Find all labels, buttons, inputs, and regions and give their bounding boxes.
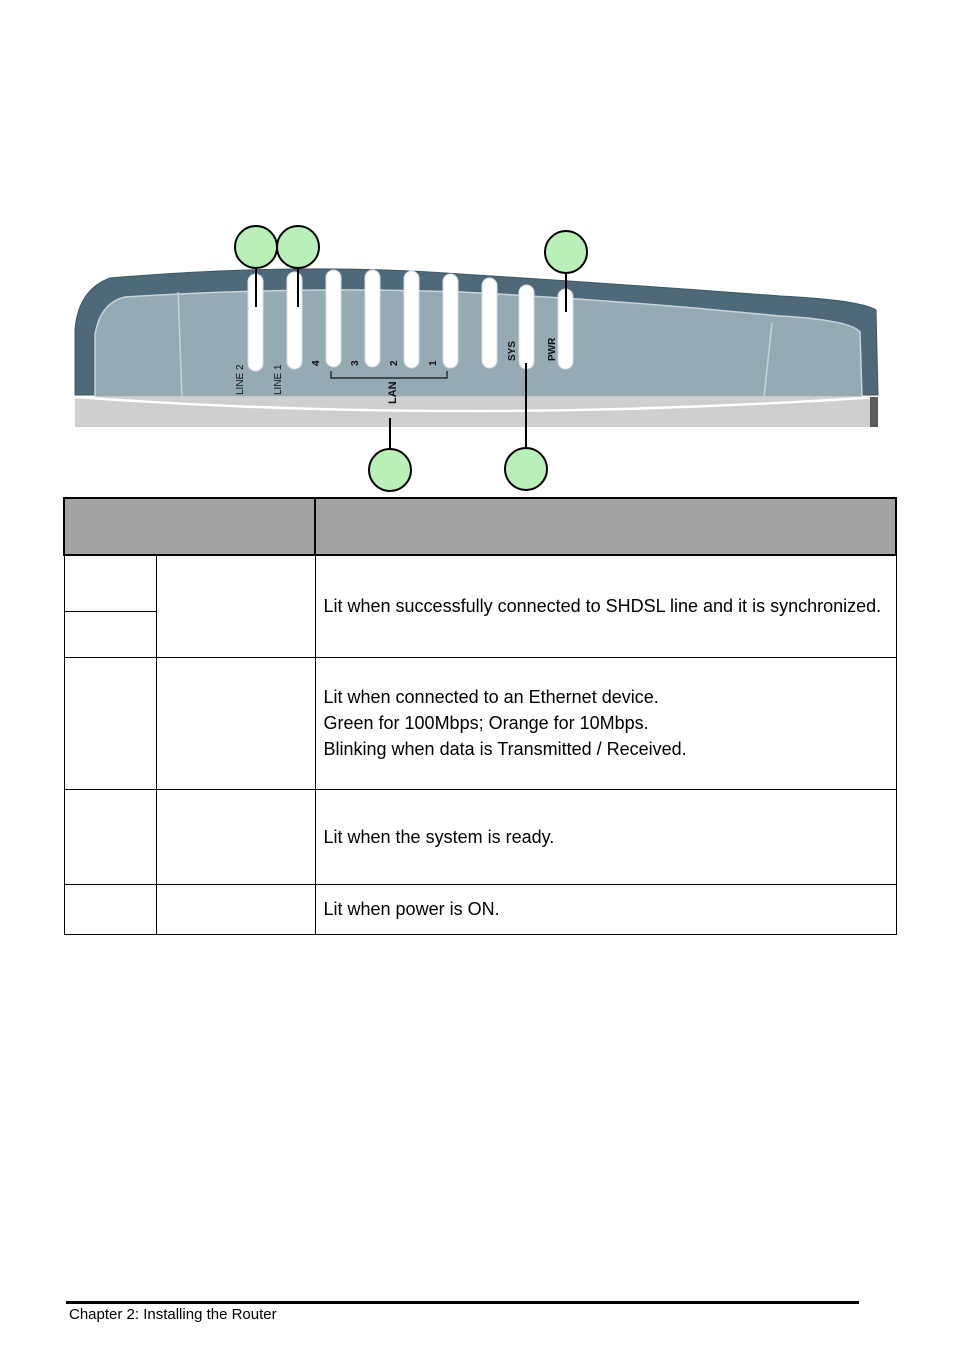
- label-line1: LINE 1: [273, 364, 284, 395]
- description-line: Blinking when data is Transmitted / Received.: [323, 739, 687, 759]
- led-sys: [519, 285, 534, 369]
- label-lan3: 3: [350, 360, 361, 366]
- description-cell: [315, 884, 896, 934]
- description-cell: [315, 789, 896, 884]
- callout-circle-sys: [505, 448, 547, 490]
- header-description-cell: [315, 498, 896, 555]
- table-row: [64, 884, 896, 934]
- led-status-cell: [156, 884, 315, 934]
- led-name-cell: [64, 555, 156, 611]
- description-cell: [315, 657, 896, 789]
- label-lan4: 4: [311, 360, 322, 366]
- led-status-cell: [156, 657, 315, 789]
- led-name-cell: [64, 789, 156, 884]
- led-lan4: [326, 270, 341, 367]
- table-row: [64, 555, 896, 611]
- description-line: Green for 100Mbps; Orange for 10Mbps.: [323, 713, 649, 733]
- led-status-cell: [156, 789, 315, 884]
- router-front-panel-figure: [0, 0, 954, 500]
- label-line2: LINE 2: [235, 364, 246, 395]
- callout-circle-line2: [235, 226, 277, 268]
- led-description-table: [63, 497, 897, 935]
- led-line1: [287, 272, 302, 369]
- label-lan2: 2: [389, 360, 400, 366]
- description-cell: [315, 555, 896, 657]
- led-name-cell: [64, 884, 156, 934]
- description-line: Lit when the system is ready.: [323, 826, 555, 847]
- description-line: Lit when connected to an Ethernet device.: [323, 687, 659, 707]
- callout-circle-line1: [277, 226, 319, 268]
- base-edge: [870, 397, 878, 427]
- table-row: [64, 657, 896, 789]
- description-line: Lit when successfully connected to SHDSL line and it is synchronized.: [323, 596, 882, 617]
- callout-circle-lan: [369, 449, 411, 491]
- led-name-cell: [64, 611, 156, 657]
- led-sys-extra: [482, 278, 497, 368]
- table-row: [64, 789, 896, 884]
- led-lan1: [443, 274, 458, 368]
- callout-circle-pwr: [545, 231, 587, 273]
- led-lan3: [365, 270, 380, 367]
- led-lan2: [404, 271, 419, 368]
- footer-chapter-title: Chapter 2: Installing the Router: [69, 1306, 277, 1323]
- label-lan1: 1: [428, 360, 439, 366]
- label-lan: LAN: [387, 381, 399, 404]
- label-sys: SYS: [507, 340, 518, 361]
- label-pwr: PWR: [547, 337, 558, 361]
- led-name-cell: [64, 657, 156, 789]
- description-line: Lit when power is ON.: [323, 899, 500, 919]
- led-status-cell: [156, 555, 315, 657]
- footer-rule: [66, 1301, 859, 1304]
- header-led-cell: [64, 498, 315, 555]
- table-header-row: [64, 498, 896, 555]
